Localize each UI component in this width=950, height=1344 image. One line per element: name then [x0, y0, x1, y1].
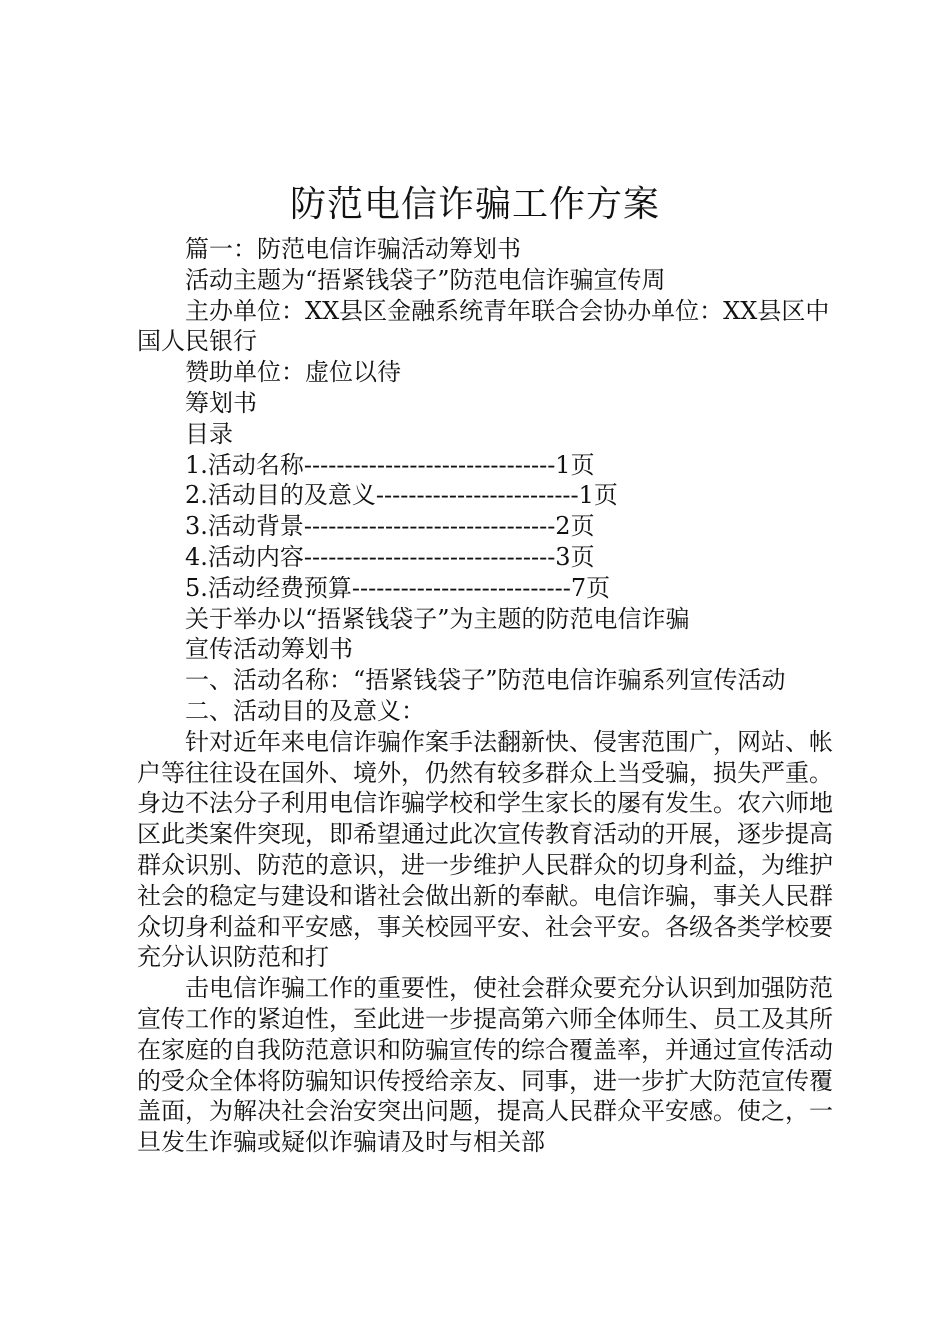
toc-label: 5.活动经费预算 — [185, 573, 352, 602]
paragraph: 宣传活动筹划书 — [185, 635, 353, 664]
toc-row — [137, 480, 837, 511]
toc-label: 2.活动目的及意义 — [185, 481, 376, 510]
paragraph: 筹划书 — [185, 388, 257, 417]
toc-dashes: ------------------------- — [375, 481, 579, 510]
toc-dashes: --------------------------- — [351, 573, 571, 602]
paragraph: 活动主题为“捂紧钱袋子”防范电信诈骗宣传周 — [185, 265, 666, 294]
toc-dashes: ------------------------------- — [303, 512, 556, 541]
paragraph: 目录 — [185, 419, 233, 448]
toc-row — [137, 511, 837, 542]
document-body — [137, 234, 837, 1158]
toc-label: 3.活动背景 — [185, 512, 304, 541]
document-title: 防范电信诈骗工作方案 — [289, 184, 660, 225]
toc-page: 1页 — [555, 450, 595, 479]
toc-page: 3页 — [555, 542, 595, 571]
paragraph: 赞助单位：虚位以待 — [185, 358, 401, 387]
paragraph: 篇一：防范电信诈骗活动筹划书 — [185, 235, 521, 263]
toc-page: 2页 — [555, 512, 595, 541]
toc-row — [137, 542, 837, 573]
paragraph: 二、活动目的及意义： — [185, 696, 425, 725]
toc-dashes: ------------------------------- — [303, 450, 556, 479]
toc-row — [137, 450, 837, 481]
paragraph: 主办单位：XX县区金融系统青年联合会协办单位：XX县区中国人民银行 — [137, 296, 830, 356]
toc-label: 4.活动内容 — [185, 542, 304, 571]
toc-page: 7页 — [570, 573, 611, 602]
paragraph: 一、活动名称：“捂紧钱袋子”防范电信诈骗系列宣传活动 — [185, 666, 786, 695]
paragraph: 关于举办以“捂紧钱袋子”为主题的防范电信诈骗 — [185, 604, 690, 633]
toc-dashes: ------------------------------- — [303, 542, 556, 571]
paragraph: 击电信诈骗工作的重要性，使社会群众要充分认识到加强防范宣传工作的紧迫性，至此进一步提高第六师全体师生、员工及其所在家庭的自我防范意识和防骗宣传的综合覆盖率，并通过宣传活动的受众全体将防骗知识传授给亲友、同事，进一步扩大防范宣传覆盖面，为解决社会治安突出问题，提高人民群众平安感。使之，一旦发生诈骗或疑似诈骗请及时与相关部 — [137, 974, 833, 1157]
paragraph: 针对近年来电信诈骗作案手法翻新快、侵害范围广，网站、帐户等往往设在国外、境外，仍然有较多群众上当受骗，损失严重。身边不法分子利用电信诈骗学校和学生家长的屡有发生。农六师地区此类案件突现，即希望通过此次宣传教育活动的开展，逐步提高群众识别、防范的意识，进一步维护人民群众的切身利益，为维护社会的稳定与建设和谐社会做出新的奉献。电信诈骗，事关人民群众切身利益和平安感，事关校园平安、社会平安。各级各类学校要充分认识防范和打 — [137, 727, 833, 972]
toc-page: 1页 — [578, 481, 618, 510]
toc-row — [137, 573, 837, 604]
toc-label: 1.活动名称 — [185, 450, 304, 479]
